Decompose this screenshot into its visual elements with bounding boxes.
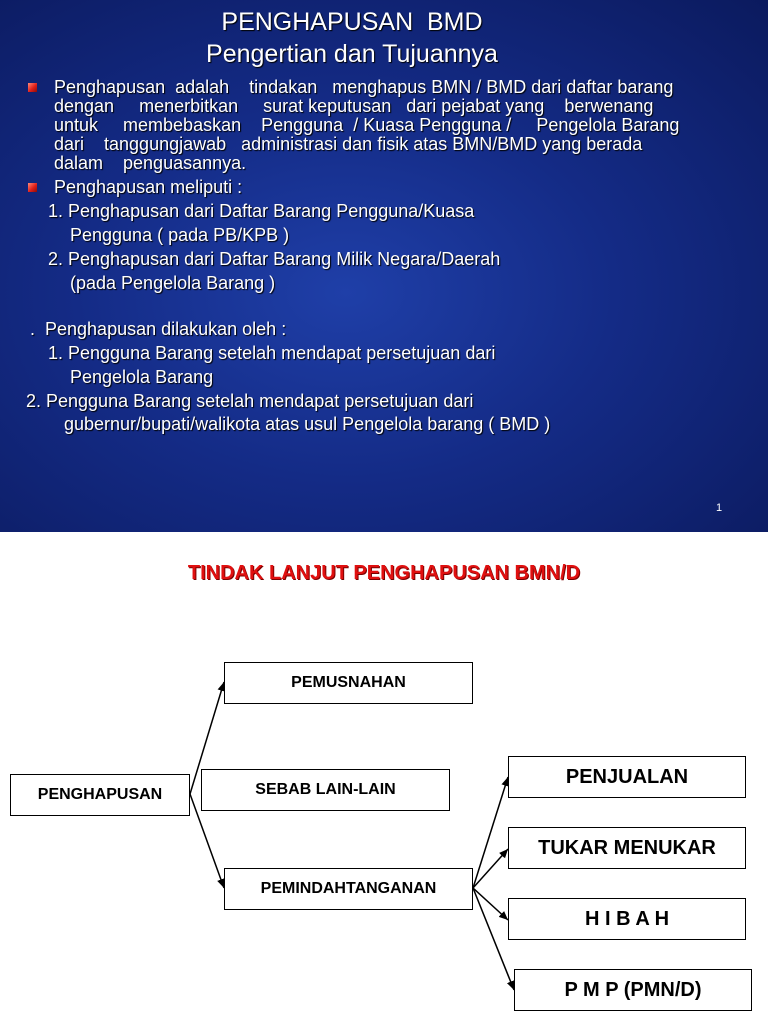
box-penjualan: PENJUALAN	[508, 756, 746, 798]
box-pemusnahan: PEMUSNAHAN	[224, 662, 473, 704]
dilakukan-item: gubernur/bupati/walikota atas usul Pengelola barang ( BMD )	[64, 414, 551, 434]
dilakukan-item: 2. Pengguna Barang setelah mendapat persetujuan dari	[26, 391, 474, 411]
dilakukan-item: 1. Pengguna Barang setelah mendapat persetujuan dari	[48, 343, 496, 363]
diagram-title: TINDAK LANJUT PENGHAPUSAN BMN/D	[187, 562, 581, 584]
arrow-to-penjualan	[473, 777, 508, 888]
slide-2	[0, 532, 768, 1024]
arrow-to-hibah	[473, 888, 508, 920]
box-pemindahtanganan: PEMINDAHTANGANAN	[224, 868, 473, 910]
dilakukan-label: . Penghapusan dilakukan oleh :	[30, 319, 287, 339]
arrow-to-tukar-menukar	[473, 849, 508, 888]
slide-subtitle: Pengertian dan Tujuannya	[206, 40, 498, 68]
meliputi-item: (pada Pengelola Barang )	[70, 273, 276, 293]
meliputi-item: Pengguna ( pada PB/KPB )	[70, 225, 290, 245]
meliputi-label: Penghapusan meliputi :	[54, 177, 243, 197]
definition-line: dalam penguasannya.	[54, 153, 247, 173]
definition-line: dengan menerbitkan surat keputusan dari pejabat yang berwenang	[54, 96, 654, 116]
box-hibah: H I B A H	[508, 898, 746, 940]
bullet-square-icon	[28, 183, 37, 192]
slide-title: PENGHAPUSAN BMD	[221, 8, 483, 36]
definition-line: dari tanggungjawab administrasi dan fisik atas BMN/BMD yang berada	[54, 134, 643, 154]
bullet-square-icon	[28, 83, 37, 92]
definition-line: untuk membebaskan Pengguna / Kuasa Pengguna / Pengelola Barang	[54, 115, 680, 135]
meliputi-item: 2. Penghapusan dari Daftar Barang Milik Negara/Daerah	[48, 249, 501, 269]
dilakukan-item: Pengelola Barang	[70, 367, 214, 387]
box-tukar-menukar: TUKAR MENUKAR	[508, 827, 746, 869]
box-pmp: P M P (PMN/D)	[514, 969, 752, 1011]
box-penghapusan: PENGHAPUSAN	[10, 774, 190, 816]
meliputi-item: 1. Penghapusan dari Daftar Barang Pengguna/Kuasa	[48, 201, 475, 221]
page-number: 1	[716, 502, 723, 514]
definition-paragraph	[54, 78, 744, 173]
definition-line: Penghapusan adalah tindakan menghapus BMN / BMD dari daftar barang	[54, 77, 674, 97]
box-sebab-lain-lain: SEBAB LAIN-LAIN	[201, 769, 450, 811]
